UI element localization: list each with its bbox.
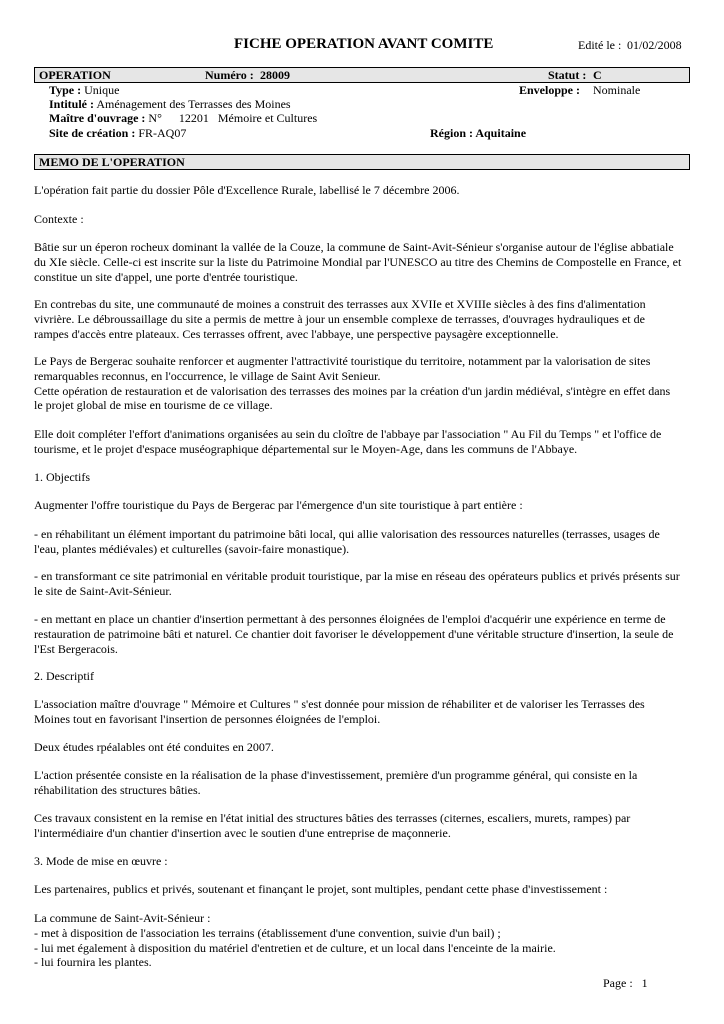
site-label: Site de création : (49, 126, 136, 140)
memo-label: MEMO DE L'OPERATION (39, 155, 185, 169)
memo-paragraph: Deux études rpéalables ont été conduites en 2007. (34, 740, 274, 754)
site-row (49, 126, 186, 140)
type-value: Unique (84, 83, 120, 97)
intitule-value: Aménagement des Terrasses des Moines (96, 97, 291, 111)
type-row (49, 83, 119, 97)
edit-date-value: 01/02/2008 (627, 38, 682, 52)
maitre-label: Maître d'ouvrage : (49, 111, 146, 125)
numero-value: 28009 (260, 68, 290, 82)
memo-paragraph: Ces travaux consistent en la remise en l'état initial des structures bâties des terrasses (citernes, escaliers, murets, rampes) par l'intermédiaire d'un chantier d'insertion avec le soutien d'une entreprise de maçonnerie. (34, 811, 631, 840)
region-label: Région : (430, 126, 473, 140)
memo-paragraph: Augmenter l'offre touristique du Pays de Bergerac par l'émergence d'un site touristique à part entière : (34, 498, 523, 512)
maitre-name: Mémoire et Cultures (217, 111, 318, 125)
memo-paragraph: 3. Mode de mise en œuvre : (34, 854, 168, 868)
memo-paragraph: L'action présentée consiste en la réalisation de la phase d'investissement, première d'un programme général, qui consiste en la réhabilitation des structures bâties. (34, 768, 638, 797)
page-number (603, 976, 648, 991)
memo-header-bar (34, 154, 690, 170)
maitre-number: 12201 (178, 111, 209, 125)
page-label: Page : (603, 976, 633, 990)
operation-header-bar (34, 67, 690, 83)
memo-paragraph: L'opération fait partie du dossier Pôle d'Excellence Rurale, labellisé le 7 décembre 2006. (34, 183, 460, 197)
memo-paragraph: - en mettant en place un chantier d'insertion permettant à des personnes éloignées de l'emploi d'acquérir une expérience en terme de restauration de patrimoine bâti et naturel. Ce chantier doit favoriser le développement d'une véritable structure d'insertion, la seule de l'Est Bergeracois. (34, 612, 674, 656)
memo-paragraph: - en transformant ce site patrimonial en véritable produit touristique, par la mise en réseau des opérateurs publics et privés présents sur le site de Saint-Avit-Sénieur. (34, 569, 680, 598)
enveloppe-label: Enveloppe : (519, 83, 581, 97)
memo-paragraph: Contexte : (34, 212, 84, 226)
maitre-row (49, 111, 317, 125)
region-value: Aquitaine (475, 126, 527, 140)
memo-paragraph: Bâtie sur un éperon rocheux dominant la vallée de la Couze, la commune de Saint-Avit-Sénieur s'organise autour de l'église abbatiale du XIe siècle. Celle-ci est inscrite sur la liste du Patrimoine Mondial par l'UNESCO au titre des Chemins de Compostelle en France, et constitue un site d'appel, une porte d'entrée touristique. (34, 240, 682, 284)
maitre-no: N° (148, 111, 162, 125)
memo-paragraph: Les partenaires, publics et privés, soutenant et finançant le projet, sont multiples, pendant cette phase d'investissement : (34, 882, 608, 896)
memo-paragraph: - en réhabilitant un élément important du patrimoine bâti local, qui allie valorisation des ressources naturelles (terrasses, usages de l'eau, plantes médiévales) et culturelles (savoir-faire monastique). (34, 527, 660, 556)
statut-value: C (593, 68, 602, 82)
type-label: Type : (49, 83, 82, 97)
memo-paragraph: En contrebas du site, une communauté de moines a construit des terrasses aux XVIIe et XVIIIe siècles à des fins d'alimentation vivrière. Le débroussaillage du site a permis de mettre à jour un ensemble complexe de terrasses, d'ouvrages hydrauliques et de rampes d'accès entre plateaux. Ces terrasses offrent, avec l'abbaye, une perspective paysagère exceptionnelle. (34, 297, 646, 341)
page-title: FICHE OPERATION AVANT COMITE (234, 36, 494, 52)
region-row (430, 126, 526, 140)
memo-paragraph: La commune de Saint-Avit-Sénieur : - met à disposition de l'association les terrains (établissement d'une convention, suivie d'un bail) ; - lui met également à disposition du matériel d'entretien et de culture, et un local dans l'enceinte de la mairie. - lui fournira les plantes. (34, 911, 556, 970)
enveloppe-value: Nominale (593, 83, 641, 97)
intitule-label: Intitulé : (49, 97, 94, 111)
page-value: 1 (641, 976, 648, 990)
memo-paragraph: 1. Objectifs (34, 470, 90, 484)
numero-label: Numéro : (205, 68, 254, 82)
statut-label: Statut : (548, 68, 587, 82)
memo-paragraph: Elle doit compléter l'effort d'animations organisées au sein du cloître de l'abbaye par l'association " Au Fil du Temps " et l'office de tourisme, et le projet d'espace muséographique départemental sur le Moyen-Age, dans les communs de l'Abbaye. (34, 427, 662, 456)
intitule-row (49, 97, 291, 111)
memo-paragraph: L'association maître d'ouvrage " Mémoire et Cultures " s'est donnée pour mission de réhabiliter et de valoriser les Terrasses des Moines tout en favorisant l'insertion de personnes éloignées de l'emploi. (34, 697, 645, 726)
edit-date-label: Edité le : (578, 38, 622, 52)
site-value: FR-AQ07 (138, 126, 187, 140)
enveloppe-row (519, 83, 640, 97)
operation-label: OPERATION (39, 68, 111, 82)
memo-paragraph: Le Pays de Bergerac souhaite renforcer et augmenter l'attractivité touristique du territoire, notamment par la valorisation de sites remarquables reconnus, en l'occurrence, le village de Saint Avit Senieur. Cette opération de restauration et de valorisation des terrasses des moines par la création d'un jardin médiéval, s'intègre en effet dans le projet global de mise en tourisme de ce village. (34, 354, 671, 413)
memo-paragraph: 2. Descriptif (34, 669, 94, 683)
